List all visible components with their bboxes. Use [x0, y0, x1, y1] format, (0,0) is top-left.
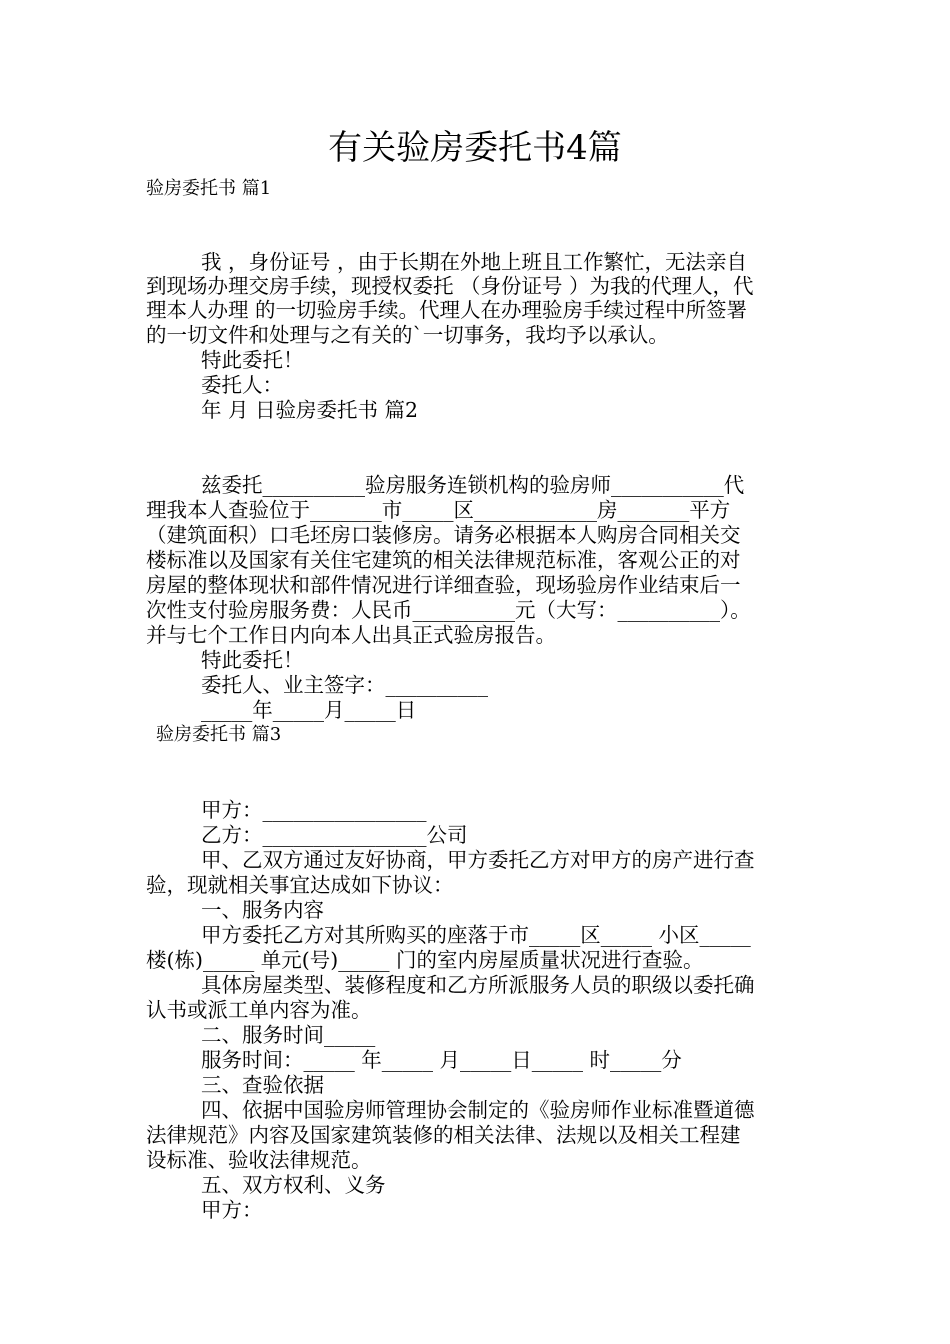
paragraph-line: （建筑面积）口毛坯房口装修房。请务必根据本人购房合同相关交	[146, 523, 741, 547]
paragraph-line: 法律规范》内容及国家建筑装修的相关法律、法规以及相关工程建	[146, 1123, 741, 1147]
paragraph-line: 特此委托！	[201, 648, 304, 672]
paragraph-line: 理我本人查验位于_______市_____区____________房_______平方	[146, 498, 731, 522]
paragraph-line: 委托人：	[201, 373, 283, 397]
paragraph-line: 甲、乙双方通过友好协商，甲方委托乙方对甲方的房产进行查	[201, 848, 755, 872]
paragraph-line: 四、依据中国验房师管理协会制定的《验房师作业标准暨道德	[201, 1098, 755, 1122]
clause-heading: 五、双方权利、义务	[201, 1173, 386, 1197]
section-heading-3: 验房委托书 篇3	[156, 724, 282, 745]
paragraph-line: 认书或派工单内容为准。	[146, 998, 372, 1022]
paragraph-line: 设标准、验收法律规范。	[146, 1148, 372, 1172]
paragraph-line: 楼标准以及国家有关住宅建筑的相关法律规范标准，客观公正的对	[146, 548, 741, 572]
clause-heading: 二、服务时间_____	[201, 1023, 376, 1047]
paragraph-line: 验，现就相关事宜达成如下协议：	[146, 873, 454, 897]
paragraph-line: 房屋的整体现状和部件情况进行详细查验，现场验房作业结束后一	[146, 573, 741, 597]
paragraph-line: 楼(栋)_____ 单元(号)_____ 门的室内房屋质量状况进行查验。	[146, 948, 704, 972]
clause-heading: 三、查验依据	[201, 1073, 324, 1097]
clause-heading: 一、服务内容	[201, 898, 324, 922]
paragraph-line: 次性支付验房服务费：人民币__________元（大写：__________）。	[146, 598, 751, 622]
paragraph-line: 具体房屋类型、装修程度和乙方所派服务人员的职级以委托确	[201, 973, 755, 997]
paragraph-line: 甲方委托乙方对其所购买的座落于市_____区_____ 小区_____	[201, 923, 751, 947]
paragraph-line: 并与七个工作日内向本人出具正式验房报告。	[146, 623, 556, 647]
section-heading-2: 年 月 日验房委托书 篇2	[201, 398, 419, 422]
paragraph-line: 到现场办理交房手续，现授权委托 （身份证号 ）为我的代理人，代	[146, 274, 754, 298]
paragraph-line: 特此委托！	[201, 348, 304, 372]
paragraph-line: 的一切文件和处理与之有关的`一切事务，我均予以承认。	[146, 323, 669, 347]
party-a-line: 甲方：________________	[201, 798, 427, 822]
paragraph-line: 兹委托__________验房服务连锁机构的验房师___________代	[201, 473, 745, 497]
paragraph-line: 我 ，身份证号 ，由于长期在外地上班且工作繁忙，无法亲自	[201, 250, 748, 274]
party-b-line: 乙方：________________公司	[201, 823, 468, 847]
document-title: 有关验房委托书4篇	[328, 128, 622, 168]
date-line: _____年_____月_____日	[201, 698, 417, 722]
paragraph-line: 理本人办理 的一切验房手续。代理人在办理验房手续过程中所签署	[146, 298, 748, 322]
paragraph-line: 服务时间：_____ 年_____ 月_____日_____ 时_____分	[201, 1048, 682, 1072]
party-a-line: 甲方：	[201, 1198, 263, 1222]
section-heading-1: 验房委托书 篇1	[146, 178, 272, 199]
signature-line: 委托人、业主签字：__________	[201, 673, 488, 697]
